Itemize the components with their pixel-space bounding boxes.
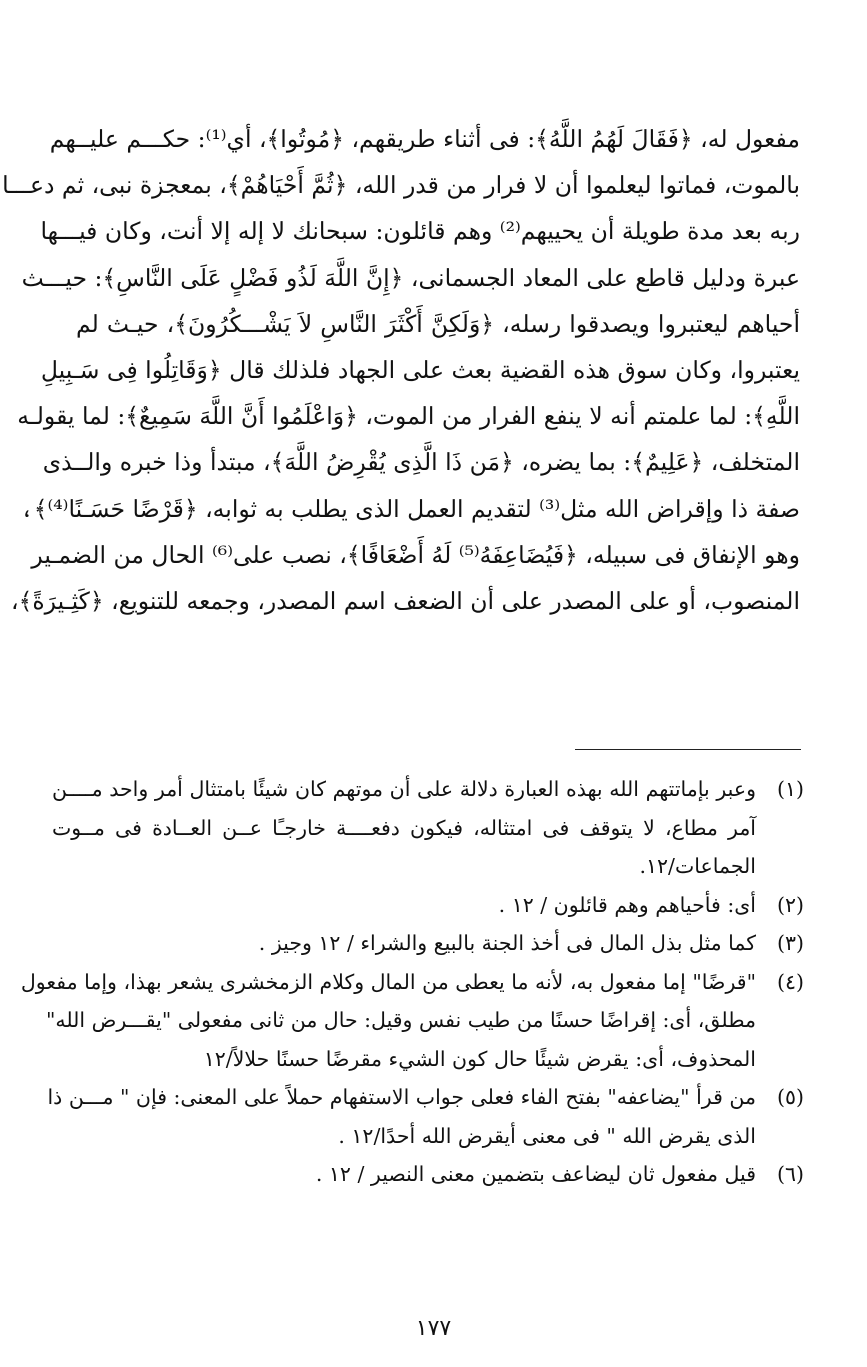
footnote-line: أى: فأحياهم وهم قائلون / ١٢ .: [498, 892, 756, 917]
footnote-text: [52, 886, 756, 925]
main-text-line: المتخلف، ﴿عَلِيمٌ﴾: بما يضره، ﴿مَن ذَا الَّذِى يُقْرِضُ اللَّهَ﴾، مبتدأ وذا خبره والــذى: [42, 448, 800, 477]
footnotes-block: [20, 770, 804, 1194]
footnote-line: "قرضًا" إما مفعول به، لأنه ما يعطى من المال وكلام الزمخشرى يشعر بهذا، وإما مفعول: [20, 969, 756, 994]
main-text-line: مفعول له، ﴿فَقَالَ لَهُمُ اللَّهُ﴾: فى أثناء طريقهم، ﴿مُوتُوا﴾، أي⁽¹⁾: حكـــم عليــهم: [49, 125, 800, 153]
footnote-5: [47, 1078, 804, 1155]
footnote-separator: [575, 749, 801, 750]
footnote-number: (٢): [776, 892, 804, 917]
footnote-line: المحذوف، أى: يقرض شيئًا حال كون الشيء مقرضًا حسنًا حلالاً/١٢: [203, 1046, 756, 1071]
footnote-line: الجماعات/١٢.: [639, 854, 756, 878]
footnote-number: (١): [776, 777, 804, 801]
main-text-line: صفة ذا وإقراض الله مثل⁽³⁾ لتقديم العمل الذى يطلب به ثوابه، ﴿قَرْضًا حَسَـنًا⁽⁴⁾﴾،: [19, 494, 800, 523]
footnote-line: من قرأ "يضاعفه" بفتح الفاء فعلى جواب الاستفهام حملاً على المعنى: فإن " مـــن ذا: [47, 1085, 756, 1109]
footnote-6: [52, 1155, 804, 1194]
footnote-line: مطلق، أى: إقراضًا حسنًا من طيب نفس وقيل: حال من ثانى مفعولى "يقـــرض الله": [45, 1008, 756, 1032]
main-text-line: اللَّهِ﴾: لما علمتم أنه لا ينفع الفرار من الموت، ﴿وَاعْلَمُوا أَنَّ اللَّهَ سَمِيعٌ﴾: لما يقولـه: [17, 402, 800, 431]
main-text-block: [2, 116, 800, 624]
main-text-line: ربه بعد مدة طويلة أن يحييهم⁽²⁾ وهم قائلون: سبحانك لا إله إلا أنت، وكان فيـــها: [40, 217, 800, 246]
footnote-line: وعبر بإماتتهم الله بهذه العبارة دلالة على أن موتهم كان شيئًا بامتثال أمر واحد مــــن: [52, 777, 756, 801]
footnote-4: [20, 963, 804, 1079]
main-text-line: المنصوب، أو على المصدر على أن الضعف اسم المصدر، وجمعه للتنويع، ﴿كَثِـيرَةً﴾،: [10, 587, 800, 616]
footnote-number: (٦): [776, 1162, 804, 1186]
footnote-text: [52, 770, 756, 886]
footnote-number: (٤): [776, 969, 804, 994]
main-text-line: وهو الإنفاق فى سبيله، ﴿فَيُضَاعِفَهُ⁽⁵⁾ لَهُ أَضْعَافًا﴾، نصب على⁽⁶⁾ الحال من الضمـير: [31, 540, 800, 569]
footnote-text: [52, 924, 756, 963]
footnote-line: قيل مفعول ثان ليضاعف بتضمين معنى النصير / ١٢ .: [315, 1162, 756, 1186]
footnote-text: [47, 1078, 756, 1155]
main-text-line: أحياهم ليعتبروا ويصدقوا رسله، ﴿وَلَكِنَّ أَكْثَرَ النَّاسِ لاَ يَشْـــكُرُونَ﴾، حيـث لم: [76, 309, 800, 338]
footnote-line: الذى يقرض الله " فى معنى أيقرض الله أحدًا/١٢ .: [338, 1123, 756, 1148]
footnote-3: [52, 924, 804, 963]
footnote-1: [52, 770, 804, 886]
footnote-2: [52, 886, 804, 925]
page-number: ١٧٧: [415, 1316, 452, 1341]
main-text-line: يعتبروا، وكان سوق هذه القضية بعث على الجهاد فلذلك قال ﴿وَقَاتِلُوا فِى سَـبِيلِ: [40, 356, 800, 385]
footnote-text: [52, 1155, 756, 1194]
main-text-line: عبرة ودليل قاطع على المعاد الجسمانى، ﴿إِنَّ اللَّهَ لَذُو فَضْلٍ عَلَى النَّاسِ﴾: حيـــث: [21, 263, 800, 292]
footnote-line: آمر مطاع، لا يتوقف فى امتثاله، فيكون دفعــــة خارجـًا عــن العــادة فى مــوت: [52, 815, 756, 840]
footnote-text: [20, 963, 756, 1079]
footnote-number: (٥): [776, 1085, 804, 1109]
footnote-line: كما مثل بذل المال فى أخذ الجنة بالبيع والشراء / ١٢ وجيز .: [258, 931, 756, 955]
footnote-number: (٣): [776, 931, 804, 955]
main-text-line: بالموت، فماتوا ليعلموا أن لا فرار من قدر الله، ﴿ثُمَّ أَحْيَاهُمْ﴾، بمعجزة نبى، ثم دعـــا: [2, 171, 800, 200]
